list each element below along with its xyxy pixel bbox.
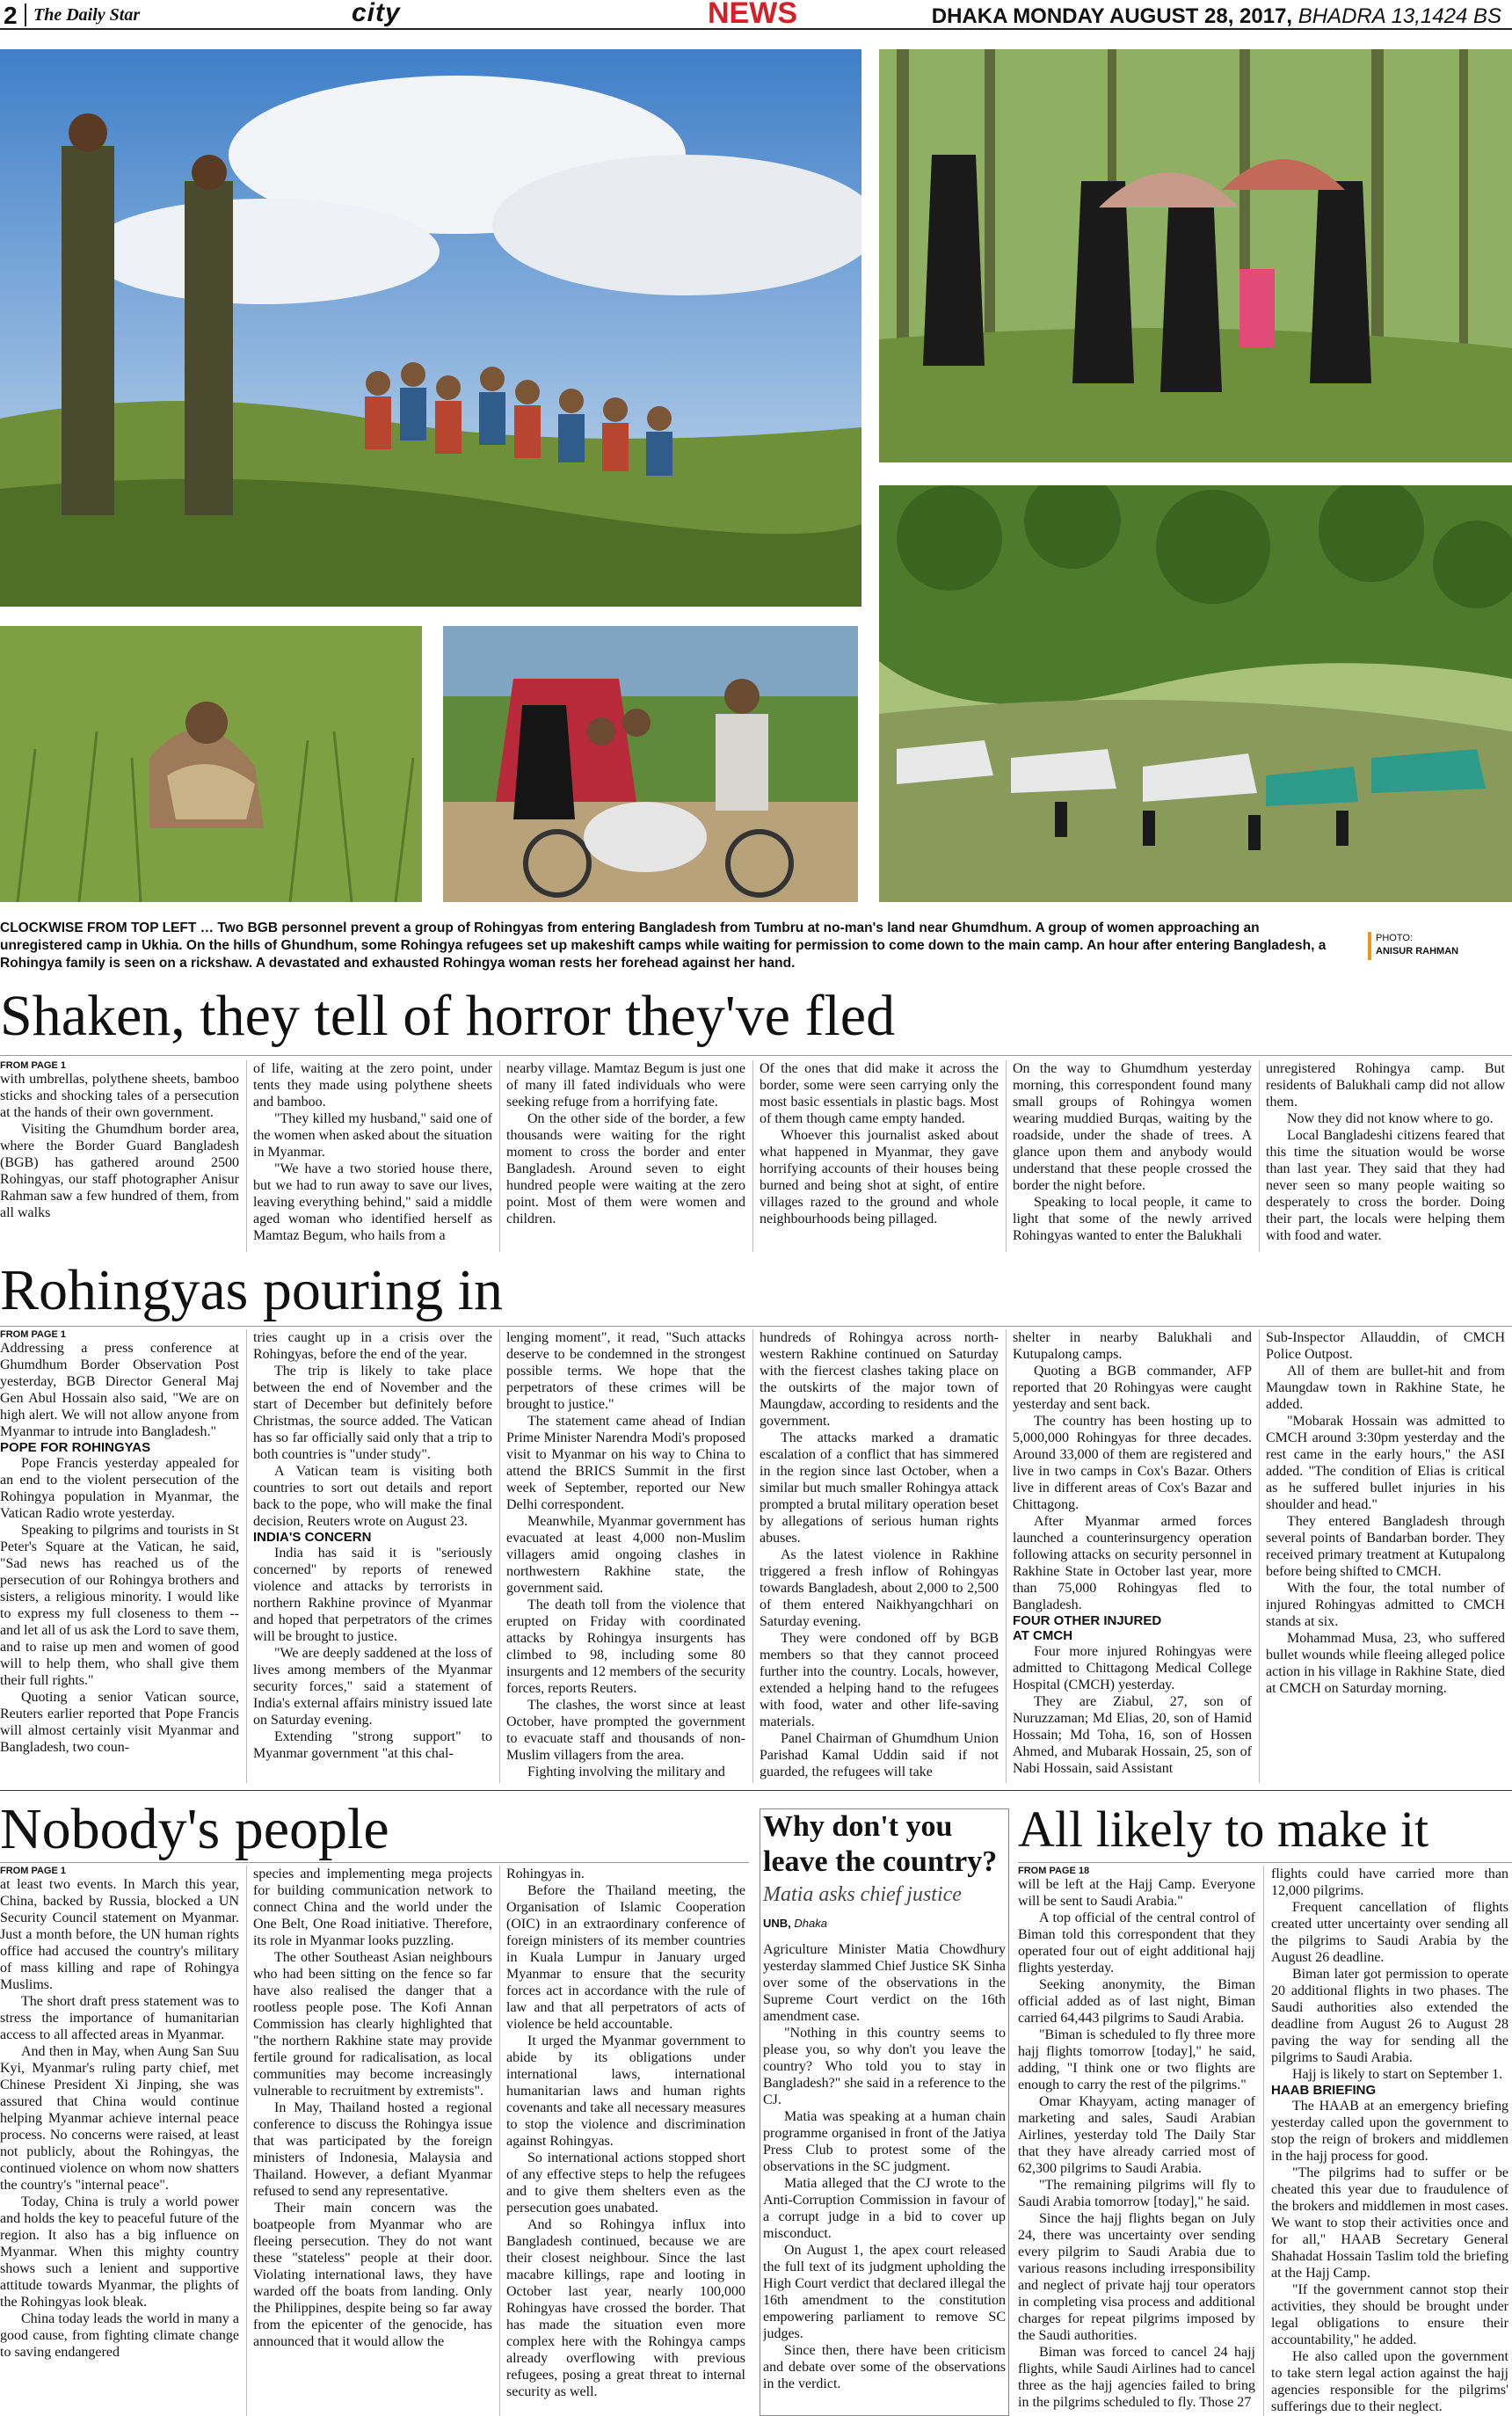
story1-paragraph: Whoever this journalist asked about what happened in Myanmar, they gave horrifying accounts of their houses being burned and being shot at sight, of entire villages razed to the ground and whole neighbourhoods being pillaged. [760, 1128, 999, 1226]
story2-paragraph: Meanwhile, Myanmar government has evacuated at least 4,000 non-Muslim villagers amid ongoing clashes in northwestern Rakhine state, the government said. [506, 1514, 745, 1596]
story2-paragraph: The attacks marked a dramatic escalation of a conflict that has simmered in the region since last October, when a similar but much smaller Rohingya attack prompted a brutal military operation beset by allegations of serious human rights abuses. [760, 1430, 999, 1546]
story1-paragraph: unregistered Rohingya camp. But residents of Balukhali camp did not allow them. [1266, 1061, 1505, 1110]
story3-paragraph: China today leads the world in many a good cause, from fighting climate change to saving endangered [0, 2311, 239, 2360]
story2-column [0, 1329, 239, 1783]
story2-paragraph: Sub-Inspector Allauddin, of CMCH Police Outpost. [1266, 1330, 1505, 1362]
story4-headline: All likely to make it [1018, 1801, 1429, 1858]
story1-paragraph: of life, waiting at the zero point, under tents they made using polythene sheets and bamboo. [253, 1061, 492, 1110]
story2-paragraph: The statement came ahead of Indian Prime Minister Narendra Modi's proposed visit to Myanmar on his way to China to attend the BRICS Summit in the first week of September, reported our New Delhi correspondent. [506, 1414, 745, 1512]
date-text: DHAKA MONDAY AUGUST 28, 2017, [931, 4, 1293, 28]
story4-paragraph: He also called upon the government to take stern legal action against the hajj agencies responsible for the pilgrims' sufferings due to their neglect. [1271, 2349, 1508, 2414]
story1-headline: Shaken, they tell of horror they've fled [0, 984, 896, 1048]
story4-paragraph: "The pilgrims had to suffer or be cheated this year due to fraudulence of the brokers and middlemen in most cases. We want to stop their activities once and for all," HAAB Secretary General Shahadat Hossain Taslim told the briefing at the Hajj Camp. [1271, 2165, 1508, 2281]
story2-subhead: INDIA'S CONCERN [253, 1530, 372, 1545]
story3-paragraph: So international actions stopped short of any effective steps to help the refugees and to give them shelters even as the persecution goes unabated. [506, 2150, 745, 2216]
story1-from-page: FROM PAGE 1 [0, 1060, 66, 1071]
story4-paragraph: Hajj is likely to start on September 1. [1292, 2067, 1503, 2082]
photo-hill-makeshift-camps [879, 485, 1512, 902]
story3-paragraph: Today, China is truly a world power and holds the key to peaceful future of the region. It also has a big influence on Myanmar. When this mighty country shows such a lenient and supportive attitude towards Myanmar, the plights of the Rohingyas look bleak. [0, 2194, 239, 2310]
story2-paragraph: Extending "strong support" to Myanmar government "at this chal- [253, 1729, 492, 1761]
story2-paragraph: lenging moment", it read, "Such attacks deserve to be condemned in the strongest possible terms. We hope that the perpetrators of these crimes will be brought to justice." [506, 1330, 745, 1412]
column-rule [246, 1866, 247, 2416]
story1-column [506, 1060, 745, 1252]
story1-column [253, 1060, 492, 1252]
story2-column [253, 1329, 492, 1783]
story2-paragraph: The country has been hosting up to 5,000,000 Rohingyas for three decades. Around 33,000 of them are registered and live in two camps in Cox's Bazar. Others live in different areas of Cox's Bazar and Chittagong. [1013, 1414, 1252, 1512]
story4-paragraph: A top official of the central control of Biman told this correspondent that they operated four out of eight additional hajj flights yesterday. [1018, 1910, 1255, 1976]
story2-paragraph: The death toll from the violence that erupted on Friday with coordinated attacks by Rohingya insurgents has climbed to 98, including some 80 insurgents and 12 members of the security forces, reports Reuters. [506, 1597, 745, 1696]
story3-rule [0, 1862, 749, 1863]
story2-paragraph: tries caught up in a crisis over the Rohingyas, before the end of the year. [253, 1330, 492, 1362]
story1-paragraph: On the other side of the border, a few thousands were waiting for the right moment to cross the border and enter Bangladesh. Around seven to eight hundred people were waiting at the zero point. Most of them were women and children. [506, 1111, 745, 1226]
story2-paragraph: Quoting a BGB commander, AFP reported that 20 Rohingyas were caught yesterday and sent back. [1013, 1364, 1252, 1412]
story1-paragraph: Local Bangladeshi citizens feared that this time the situation would be worse than last year. They said that they had never seen so many people waiting so desperately to cross the border. Doing their part, the locals were helping them with food and water. [1266, 1128, 1505, 1243]
story1-column [760, 1060, 999, 1252]
story2-from-page: FROM PAGE 1 [0, 1329, 66, 1340]
story2-paragraph: The trip is likely to take place between the end of November and the start of December but definitely before Christmas, the source added. The Vatican has so far officially said only that a trip to both countries is "under study". [253, 1364, 492, 1462]
story3-column [0, 1866, 239, 2416]
story2-rule [0, 1326, 1512, 1327]
photo-caption: CLOCKWISE FROM TOP LEFT … Two BGB personnel prevent a group of Rohingyas from entering Bangladesh from Tumbru at no-man's land near Ghumdhum. A group of women approaching an unregistered camp in Ukhia. On the hills of Ghundhum, some Rohingya refugees set up makeshift camps while waiting for permission to come down to the main camp. An hour after entering Bangladesh, a Rohingya family is seen on a rickshaw. A devastated and exhausted Rohingya woman rests her forehead against her hand. [0, 921, 1327, 971]
story1-paragraph: "They killed my husband," said one of the women when asked about the situation in Myanmar. [253, 1111, 492, 1160]
story3-paragraph: In May, Thailand hosted a regional conference to discuss the Rohingya issue that was participated by the foreign ministers of Indonesia, Malaysia and Thailand. However, a defiant Myanmar refused to send any representative. [253, 2100, 492, 2199]
story2-subhead: POPE FOR ROHINGYAS [0, 1440, 151, 1455]
story2-paragraph: They entered Bangladesh through several points of Bandarban border. They received primary treatment at Kutupalong before being shifted to CMCH. [1266, 1514, 1505, 1579]
dateline [932, 4, 1501, 29]
story1-paragraph: with umbrellas, polythene sheets, bamboo sticks and shocking tales of a persecution at the hands of their own government. [0, 1072, 239, 1120]
story1-paragraph: "We have a two storied house there, but we had to run away to save our lives, leaving everything behind," said a middle aged woman who identified herself as Mamtaz Begum, who hails from a [253, 1161, 492, 1243]
story4-paragraph: will be left at the Hajj Camp. Everyone will be sent to Saudi Arabia." [1018, 1877, 1255, 1909]
photo-credit-name: ANISUR RAHMAN [1376, 946, 1459, 957]
story2-paragraph: Quoting a senior Vatican source, Reuters earlier reported that Pope Francis will almost certainly visit Myanmar and Bangladesh, two coun- [0, 1690, 239, 1755]
story4-paragraph: "The remaining pilgrims will fly to Saudi Arabia tomorrow [today]," he said. [1018, 2178, 1255, 2209]
story3-headline: Nobody's people [0, 1797, 389, 1861]
story2-paragraph: Panel Chairman of Ghumdhum Union Parishad Kamal Uddin said if not guarded, the refugees will take [760, 1731, 999, 1779]
story4-paragraph: Frequent cancellation of flights created utter uncertainty over sending all the pilgrims to Saudi Arabia by the August 26 deadline. [1271, 1900, 1508, 1965]
story2-paragraph: They were condoned off by BGB members so that they cannot proceed further into the country. Locals, however, extended a helping hand to the refugees with food, water and other life-saving materials. [760, 1631, 999, 1729]
story2-paragraph: shelter in nearby Balukhali and Kutupalong camps. [1013, 1330, 1252, 1362]
column-rule [752, 1060, 753, 1252]
section-name: city [352, 0, 401, 27]
story2-paragraph: Speaking to pilgrims and tourists in St Peter's Square at the Vatican, he said, "Sad news has reached us of the persecution of our Rohingya brothers and sisters, a religious minority. I would like to express my full closeness to them -- and let all of us ask the Lord to save them, and to raise up men and women of good will to help them, who shall give them their full rights." [0, 1523, 239, 1688]
newspaper-logo: The Daily Star [33, 5, 141, 25]
story3-column [253, 1866, 492, 2416]
story4-paragraph: Biman later got permission to operate 20 additional flights in two phases. The Saudi authorities also extended the deadline from August 26 to August 28 paving the way for sending all the pilgrims to Saudi Arabia. [1271, 1967, 1508, 2065]
story2-paragraph: As the latest violence in Rakhine triggered a fresh inflow of Rohingyas towards Bangladesh, about 2,000 to 2,500 of them entered Naikhyangchhari on Saturday evening. [760, 1547, 999, 1629]
story3-paragraph: The short draft press statement was to stress the importance of humanitarian access to all affected areas in Myanmar. [0, 1994, 239, 2042]
story1-paragraph: nearby village. Mamtaz Begum is just one of many ill fated individuals who were seeking refuge from a horrifying fate. [506, 1061, 745, 1110]
story4-paragraph: Seeking anonymity, the Biman official added as of last night, Biman carried 64,443 pilgrims to Saudi Arabia. [1018, 1977, 1255, 2026]
story2-paragraph: Mohammad Musa, 23, who suffered bullet wounds while fleeing alleged police action in his village in Rakhine State, died at CMCH on Saturday morning. [1266, 1631, 1505, 1696]
story3-paragraph: Before the Thailand meeting, the Organisation of Islamic Cooperation (OIC) in an extraordinary conference of foreign ministers of its member countries in Kuala Lumpur in January urged Myanmar to ensure that the security forces act in accordance with the rule of law and that all perpetrators of acts of violence be held accountable. [506, 1883, 745, 2032]
column-rule [499, 1866, 500, 2416]
photo-credit-label: PHOTO: [1376, 933, 1413, 943]
photo-bgb-personnel [0, 49, 861, 607]
story3-paragraph: And so Rohingya influx into Bangladesh continued, because we are their closest neighbour. Since the last macabre killings, rape and looting in October last year, nearly 100,000 Rohingyas have crossed the border. That has made the situation even more complex here with the Rohingya camps already overflowing with previous refugees, posing a great threat to internal security as well. [506, 2217, 745, 2399]
story3-column [506, 1866, 745, 2416]
story2-subhead: AT CMCH [1013, 1628, 1073, 1643]
column-rule [246, 1329, 247, 1783]
column-rule [752, 1329, 753, 1783]
section-divider [0, 1790, 1512, 1791]
photo-women-approaching-camp [879, 49, 1512, 462]
story2-column [1266, 1329, 1505, 1783]
sidebar-subhead: Matia asks chief justice [763, 1883, 962, 1906]
sidebar-paragraph: Since then, there have been criticism and debate over some of the observations in the verdict. [763, 2343, 1006, 2391]
story1-paragraph: Speaking to local people, it came to light that some of the newly arrived Rohingyas wanted to enter the Balukhali [1013, 1195, 1252, 1243]
story2-paragraph: The clashes, the worst since at least October, have prompted the government to evacuate staff and thousands of non-Muslim villagers from the area. [506, 1698, 745, 1763]
credit-accent-bar [1368, 932, 1371, 960]
column-rule [1006, 1060, 1007, 1252]
sidebar-paragraph: Matia alleged that the CJ wrote to the Anti-Corruption Commission in favour of a corrupt judge in a bid to cover up misconduct. [763, 2176, 1006, 2241]
masthead [0, 0, 1512, 30]
story2-paragraph: "Mobarak Hossain was admitted to CMCH around 3:30pm yesterday and the rest came in the early hours," the ASI added. "The condition of Elias is critical as he suffered bullet injuries in his shoulder and head." [1266, 1414, 1505, 1512]
story1-column [0, 1060, 239, 1252]
story2-paragraph: India has said it is "seriously concerned" by reports of renewed violence and attacks by terrorists in northern Rakhine province of Myanmar and hoped that perpetrators of the crimes will be brought to justice. [253, 1546, 492, 1644]
story2-paragraph: Pope Francis yesterday appealed for an end to the violent persecution of the Rohingya population in Myanmar, the Vatican Radio wrote yesterday. [0, 1456, 239, 1521]
story3-paragraph: It urged the Myanmar government to abide by its obligations under international laws, international humanitarian laws and human rights covenants and take all necessary measures to stop the violence and discrimination against Rohingyas. [506, 2034, 745, 2149]
story2-paragraph: Addressing a press conference at Ghumdhum Border Observation Post yesterday, BGB Director General Maj Gen Abul Hossain also said, "We are on high alert. We will not allow anyone from Myanmar to intrude into Bangladesh." [0, 1341, 239, 1439]
story3-paragraph: The other Southeast Asian neighbours who had been sitting on the fence so far have also realised the danger that a rootless people pose. The Kofi Annan Commission has clearly highlighted that "the northern Rakhine state may provide fertile ground for radicalisation, as local communities may become increasingly vulnerable to recruitment by extremists". [253, 1950, 492, 2099]
story2-paragraph: After Myanmar armed forces launched a counterinsurgency operation following attacks on security personnel in Rakhine State in October last year, more than 75,000 Rohingyas fled to Bangladesh. [1013, 1514, 1252, 1612]
story4-from-page: FROM PAGE 18 [1018, 1866, 1090, 1876]
story4-paragraph: "If the government cannot stop their activities, they should be brought under legal obligations to ensure their accountability," he added. [1271, 2282, 1508, 2347]
sidebar-byline-dateline: Dhaka [794, 1917, 827, 1930]
story1-column [1266, 1060, 1505, 1252]
sidebar-paragraph: Matia was speaking at a human chain programme organised in front of the Jatiya Press Club to protest some of the observations in the SC judgment. [763, 2109, 1006, 2174]
photo-family-on-rickshaw [443, 626, 858, 902]
story1-paragraph: On the way to Ghumdhum yesterday morning, this correspondent found many small groups of Rohingya women wearing muddied Burqas, waiting by the roadside, under the shade of trees. A glance upon them and anybody would understand that these people crossed the border the night before. [1013, 1061, 1252, 1193]
sidebar-byline [763, 1917, 827, 1930]
story4-paragraph: "Biman is scheduled to fly three more hajj flights tomorrow [today]," he said, adding, "I think one or two flights are enough to carry the rest of the pilgrims." [1018, 2027, 1255, 2092]
story2-column [760, 1329, 999, 1783]
sidebar-body [763, 1941, 1006, 2412]
story2-paragraph: "We are deeply saddened at the loss of lives among members of the Myanmar security forces," said a statement of India's external affairs ministry issued late on Saturday evening. [253, 1646, 492, 1728]
sidebar-paragraph: On August 1, the apex court released the full text of its judgment upholding the High Court verdict that declared illegal the 16th amendment to the constitution empowering parliament to remove SC judges. [763, 2243, 1006, 2341]
story1-paragraph: Now they did not know where to go. [1287, 1111, 1494, 1126]
sidebar-paragraph: Agriculture Minister Matia Chowdhury yesterday slammed Chief Justice SK Sinha over some of the observations in the Supreme Court verdict on the 16th amendment case. [763, 1942, 1006, 2024]
story3-paragraph: species and implementing mega projects for building communication network to connect China and the world under the One Belt, One Road initiative. Therefore, its role in Myanmar looks puzzling. [253, 1867, 492, 1948]
story3-paragraph: And then in May, when Aung San Suu Kyi, Myanmar's ruling party chief, met Chinese President Xi Jinping, she was assured that China would continue helping Myanmar achieve internal peace process. No concerns were raised, at least not publicly, about the Rohingyas, the continued violence on whom now shatters the country's "internal peace". [0, 2044, 239, 2193]
story3-paragraph: Their main concern was the boatpeople from Myanmar who are fleeing persecution. They do not want these "stateless" people at their door. Violating international laws, they have warded off the boats from landing. Only the Philippines, despite being so far away from the epicenter of the genocide, has announced that it would allow the [253, 2201, 492, 2349]
column-rule [1259, 1060, 1260, 1252]
masthead-divider [25, 4, 26, 26]
column-rule [1263, 1866, 1264, 2416]
column-rule [246, 1060, 247, 1252]
column-rule [1259, 1329, 1260, 1783]
story4-paragraph: Biman was forced to cancel 24 hajj flights, while Saudi Airlines had to cancel three as the hajj agencies failed to bring in the pilgrims scheduled to fly. Those 27 [1018, 2345, 1255, 2410]
column-rule [1006, 1329, 1007, 1783]
story1-paragraph: Visiting the Ghumdhum border area, where the Border Guard Bangladesh (BGB) has gathered around 2500 Rohingyas, our staff photographer Anisur Rahman saw a few hundred of them, from all walks [0, 1122, 239, 1220]
story2-subhead: FOUR OTHER INJURED [1013, 1613, 1162, 1628]
story1-column [1013, 1060, 1252, 1252]
story2-paragraph: A Vatican team is visiting both countries to sort out details and report back to the pope, who will make the final decision, Reuters wrote on August 23. [253, 1464, 492, 1529]
story4-column [1271, 1866, 1508, 2416]
story4-paragraph: Since the hajj flights began on July 24, there was uncertainty over sending every pilgrim to Saudi Arabia due to various reasons including irresponsibility and neglect of private hajj tour operators in completing visa process and additional charges for repeat pilgrims imposed by the Saudi authorities. [1018, 2211, 1255, 2343]
bhadra-date: BHADRA 13,1424 BS [1298, 4, 1501, 28]
story1-rule [0, 1055, 1512, 1056]
sidebar-byline-agency: UNB, [763, 1917, 791, 1930]
photo-exhausted-woman [0, 626, 422, 902]
story4-rule [1018, 1862, 1512, 1863]
photo-credit [1376, 932, 1458, 958]
story1-paragraph: Of the ones that did make it across the border, some were seen carrying only the most basic essentials in plastic bags. Most of them though came empty handed. [760, 1061, 999, 1126]
story2-paragraph: Fighting involving the military and [527, 1765, 725, 1779]
story3-from-page: FROM PAGE 1 [0, 1866, 66, 1876]
story4-paragraph: Omar Khayyam, acting manager of marketing and sales, Saudi Arabian Airlines, yesterday told The Daily Star that they have already carried most of 62,300 pilgrims to Saudi Arabia. [1018, 2094, 1255, 2176]
story2-headline: Rohingyas pouring in [0, 1258, 503, 1322]
story2-paragraph: They are Ziabul, 27, son of Nuruzzaman; Md Elias, 20, son of Hamid Hossain; Md Toha, 16, son of Hossen Ahmed, and Mubarak Hossain, 25, son of Nabi Hossain, said Assistant [1013, 1694, 1252, 1776]
column-rule [499, 1329, 500, 1783]
story2-paragraph: hundreds of Rohingya across north-western Rakhine continued on Saturday with the fiercest clashes taking place on the outskirts of the major town of Maungdaw, according to residents and the government. [760, 1330, 999, 1429]
story4-subhead: HAAB BRIEFING [1271, 2083, 1377, 2098]
page-number: 2 [4, 2, 18, 29]
story2-paragraph: Four more injured Rohingyas were admitted to Chittagong Medical College Hospital (CMCH) yesterday. [1013, 1644, 1252, 1692]
story3-paragraph: at least two events. In March this year, China, backed by Russia, blocked a UN Security Council statement on Myanmar. Just a month before, the UN human rights office had accused the country's military of mass killing and rape of Rohingya Muslims. [0, 1877, 239, 1992]
story2-column [1013, 1329, 1252, 1783]
section-label: NEWS [708, 0, 797, 30]
story2-paragraph: With the four, the total number of injured Rohingyas admitted to CMCH stands at six. [1266, 1581, 1505, 1629]
story4-column [1018, 1866, 1255, 2416]
story2-column [506, 1329, 745, 1783]
sidebar-paragraph: "Nothing in this country seems to please you, so why don't you leave the country? Who told you to stay in Bangladesh?" she said in a reference to the CJ. [763, 2026, 1006, 2107]
story4-paragraph: flights could have carried more than 12,000 pilgrims. [1271, 1867, 1508, 1898]
story2-paragraph: All of them are bullet-hit and from Maungdaw town in Rakhine State, he added. [1266, 1364, 1505, 1412]
sidebar-headline: Why don't you leave the country? [763, 1810, 998, 1878]
story4-paragraph: The HAAB at an emergency briefing yesterday called upon the government to stop the reign of brokers and middlemen in the hajj process for good. [1271, 2099, 1508, 2164]
story3-paragraph: Rohingyas in. [506, 1867, 585, 1881]
column-rule [499, 1060, 500, 1252]
